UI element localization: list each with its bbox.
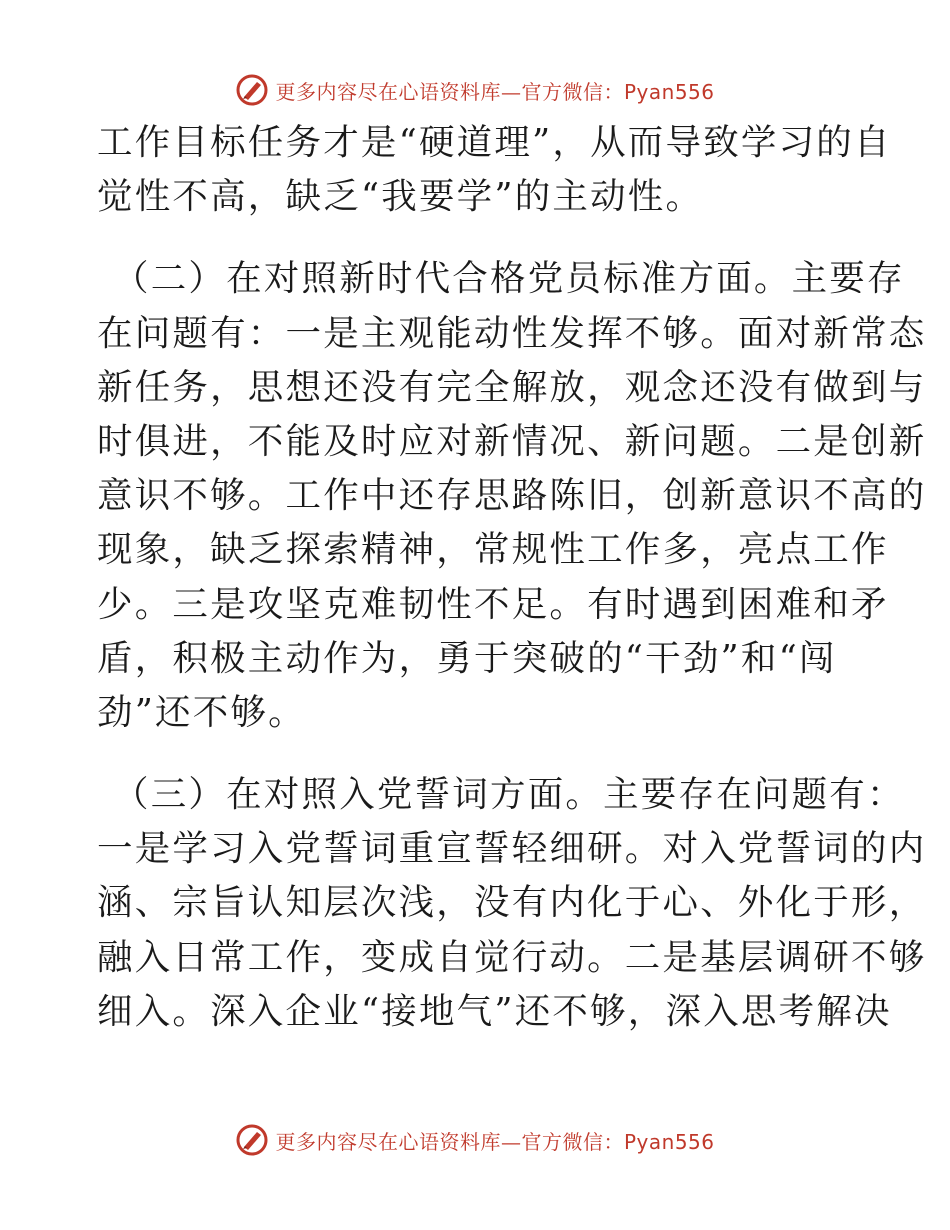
footer-watermark-text [275, 1126, 714, 1155]
text-line: 少。三是攻坚克难韧性不足。有时遇到困难和矛 [97, 583, 889, 625]
text-line: 一是学习入党誓词重宣誓轻细研。对入党誓词的内 [97, 828, 927, 870]
text-line: 细入。深入企业“接地气”还不够，深入思考解决 [97, 990, 892, 1032]
paragraph-3 [97, 768, 927, 1039]
banner-text: 更多内容尽在心语资料库—官方微信： [275, 79, 624, 104]
document-body [97, 116, 927, 1039]
text-line: 在问题有：一是主观能动性发挥不够。面对新常态 [97, 312, 927, 354]
text-line: （三）在对照入党誓词方面。主要存在问题有： [113, 774, 905, 816]
text-line: 涵、宗旨认知层次浅，没有内化于心、外化于形， [97, 882, 927, 924]
paragraph-1 [97, 116, 892, 224]
red-seal-pen-icon [235, 1123, 269, 1157]
text-line: 觉性不高，缺乏“我要学”的主动性。 [97, 176, 704, 218]
text-line: 融入日常工作，变成自觉行动。二是基层调研不够 [97, 936, 927, 978]
text-line: 盾，积极主动作为，勇于突破的“干劲”和“闯 [97, 637, 837, 679]
header-watermark-text [275, 76, 714, 105]
text-line: 劲”还不够。 [97, 691, 306, 733]
banner-text: 更多内容尽在心语资料库—官方微信： [275, 1129, 624, 1154]
text-line: （二）在对照新时代合格党员标准方面。主要存 [113, 258, 905, 300]
text-line: 意识不够。工作中还存思路陈旧，创新意识不高的 [97, 475, 927, 517]
banner-wechat-id: Pyan556 [623, 79, 715, 104]
banner-wechat-id: Pyan556 [623, 1129, 715, 1154]
red-seal-pen-icon [235, 73, 269, 107]
text-line: 工作目标任务才是“硬道理”，从而导致学习的自 [97, 122, 892, 163]
footer-watermark-banner [0, 1120, 950, 1160]
text-line: 新任务，思想还没有完全解放，观念还没有做到与 [97, 366, 927, 408]
paragraph-2 [97, 252, 927, 740]
text-line: 时俱进，不能及时应对新情况、新问题。二是创新 [97, 420, 927, 462]
header-watermark-banner [0, 70, 950, 110]
text-line: 现象，缺乏探索精神，常规性工作多，亮点工作 [97, 529, 889, 571]
